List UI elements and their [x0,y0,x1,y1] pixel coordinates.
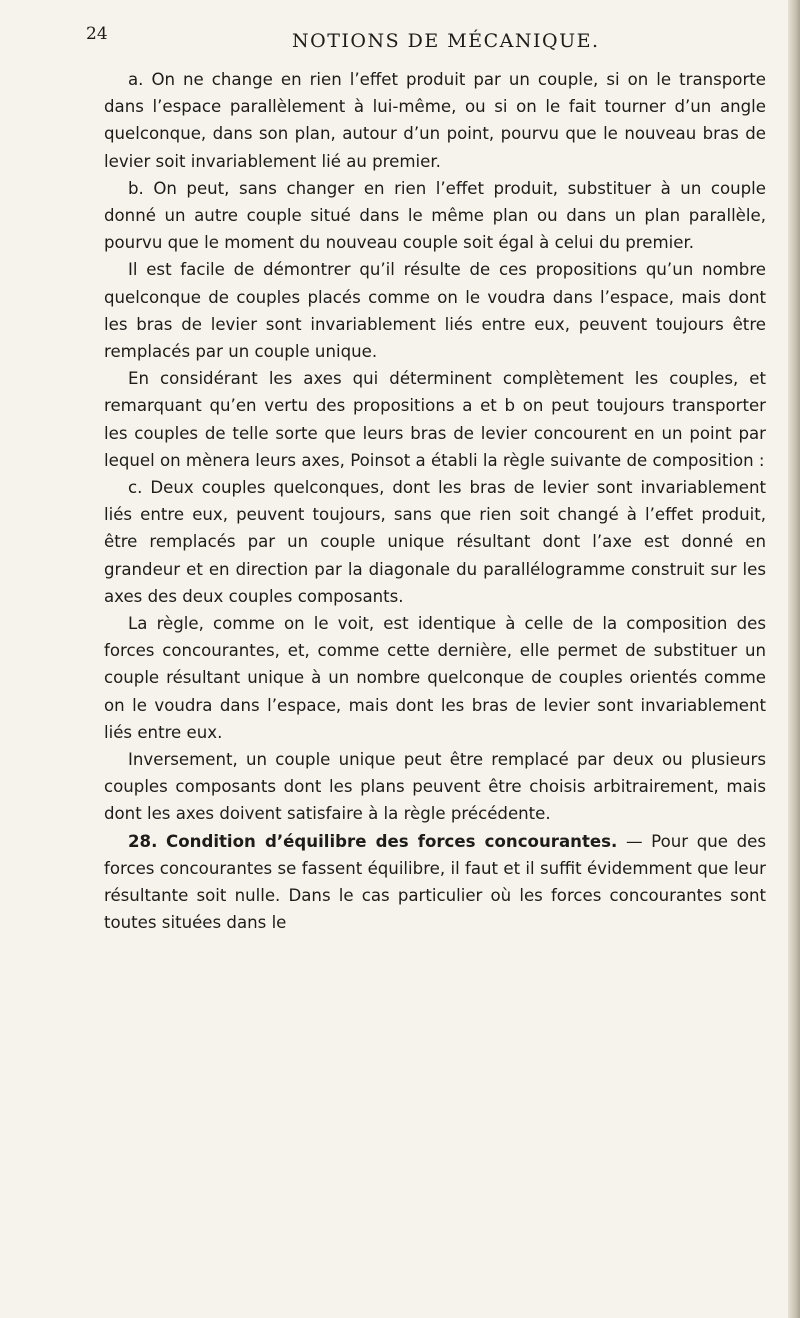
paragraph-axes: En considérant les axes qui déterminent complètement les couples, et remarquant qu’en vertu des propositions a et b on peut toujours transporter les couples de telle sorte que leurs bras de levier concourent en un point par lequel on mènera leurs axes, Poinsot a établi la règle suivante de composition : [104,369,766,470]
body-text [104,66,766,937]
paragraph-inverse: Inversement, un couple unique peut être remplacé par deux ou plusieurs couples composants dont les plans peuvent être choisis arbitrairement, mais dont les axes doivent satisfaire à la règle précédente. [104,750,766,824]
page-edge [788,0,800,1318]
paragraph-a: a. On ne change en rien l’effet produit par un couple, si on le transporte dans l’espace parallèlement à lui-même, ou si on le fait tourner d’un angle quelconque, dans son plan, autour d’un point, pourvu que le nouveau bras de levier soit invariablement lié au premier. [104,70,766,171]
section-28-paragraph [104,828,766,937]
section-number: 28. [128,831,158,851]
paragraph-b: b. On peut, sans changer en rien l’effet produit, substituer à un couple donné un autre couple situé dans le même plan ou dans un plan parallèle, pourvu que le moment du nouveau couple soit égal à celui du premier. [104,178,766,253]
section-text: — Pour que des forces concourantes se fassent équilibre, il faut et il suffit évidemment que leur résultante soit nulle. Dans le cas particulier où les forces concourantes sont toutes situées dans le [104,831,766,933]
page-number: 24 [86,24,108,44]
paragraph-c: c. Deux couples quelconques, dont les bras de levier sont invariablement liés entre eux, peuvent toujours, sans que rien soit changé à l’effet produit, être remplacés par un couple unique résultant dont l’axe est donné en grandeur et en direction par la diagonale du parallélogramme construit sur les axes des deux couples composants. [104,478,766,606]
section-title: Condition d’équilibre des forces concourantes. [166,831,618,851]
running-title: NOTIONS DE MÉCANIQUE. [292,30,600,52]
page-header [86,24,776,56]
paragraph-rule: La règle, comme on le voit, est identique à celle de la composition des forces concourantes, et, comme cette dernière, elle permet de substituer un couple résultant unique à un nombre quelconque de couples orientés comme on le voudra dans l’espace, mais dont les bras de levier sont invariablement liés entre eux. [104,614,766,742]
paragraph-consequence: Il est facile de démontrer qu’il résulte de ces propositions qu’un nombre quelconque de couples placés comme on le voudra dans l’espace, mais dont les bras de levier sont invariablement liés entre eux, peuvent toujours être remplacés par un couple unique. [104,260,766,362]
